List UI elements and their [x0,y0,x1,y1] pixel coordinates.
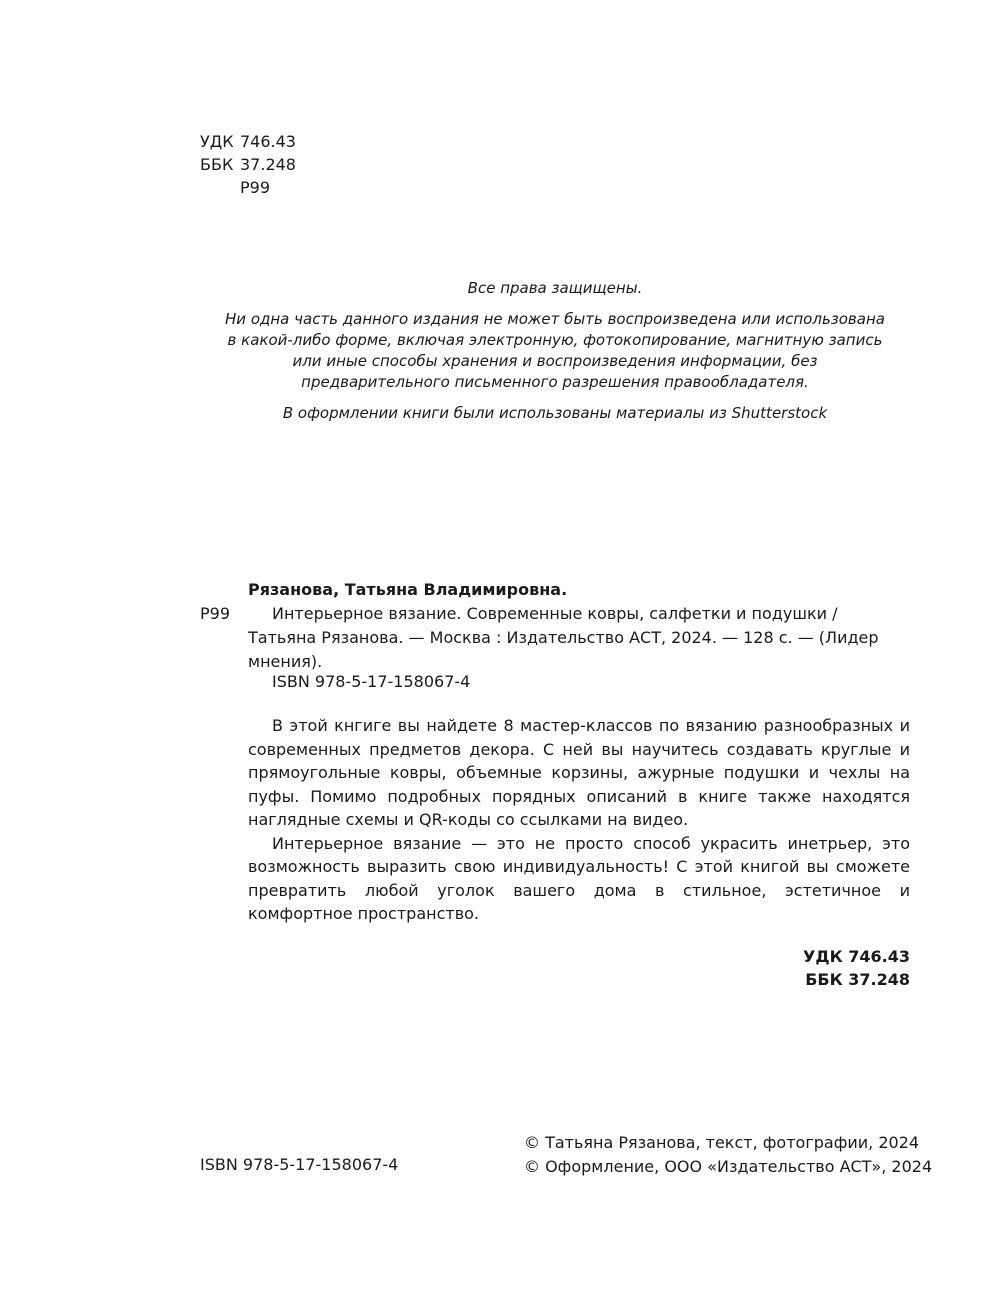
author-heading: Рязанова, Татьяна Владимировна. [248,580,568,599]
bbk-row [200,153,296,176]
udk-value: 746.43 [240,132,296,151]
shutterstock-credit: В оформлении книги были использованы материалы из Shutterstock [282,404,828,422]
bibliographic-description: Интерьерное вязание. Современные ковры, салфетки и подушки / Татьяна Рязанова. — Москва : Издательство АСТ, 2024. — 128 с. — (Лидер мнения). [248,604,879,671]
footer-isbn: ISBN 978-5-17-158067-4 [200,1155,399,1174]
rights-reserved: Все права защищены. [467,279,643,297]
copyright-publisher: © Оформление, ООО «Издательство АСТ», 2024 [524,1157,933,1176]
annotation-paragraph-2: Интерьерное вязание — это не просто способ украсить инетрьер, это возможность выразить свою индивидуальность! С этой книгой вы сможете превратить любой уголок вашего дома в стильное, эстетичное и комфортное пространство. [248,833,910,923]
classification-footer [803,945,910,991]
classification-codes [200,130,296,199]
copyright-author: © Татьяна Рязанова, текст, фотографии, 2024 [524,1133,920,1152]
bbk-value: 37.248 [240,155,296,174]
bbk-label: ББК [200,155,234,174]
record-isbn: ISBN 978-5-17-158067-4 [272,672,471,691]
author-mark: Р99 [240,178,271,197]
copyright-block [524,1131,932,1179]
rights-notice [220,278,890,434]
annotation [248,714,910,926]
udk-label: УДК [200,132,234,151]
bbk-bold: ББК 37.248 [805,970,910,989]
udk-row [200,130,296,153]
udk-bold: УДК 746.43 [803,947,910,966]
annotation-paragraph-1: В этой кнгиге вы найдете 8 мастер-классов по вязанию разнообразных и современных предметов декора. С ней вы научитесь создавать круглые и прямоугольные ковры, объемные корзины, ажурные подушки и чехлы на пуфы. Помимо подробных порядных описаний в книге также находятся наглядные схемы и QR-коды со ссылками на видео. [248,716,910,829]
record-author-mark: Р99 [200,604,231,623]
rights-statement: Ни одна часть данного издания не может быть воспроизведена или использована в какой-либо форме, включая электронную, фотокопирование, магнитную запись или иные способы хранения и воспроизведения информации, без предварительного письменного разрешения правообладателя. [225,310,885,391]
